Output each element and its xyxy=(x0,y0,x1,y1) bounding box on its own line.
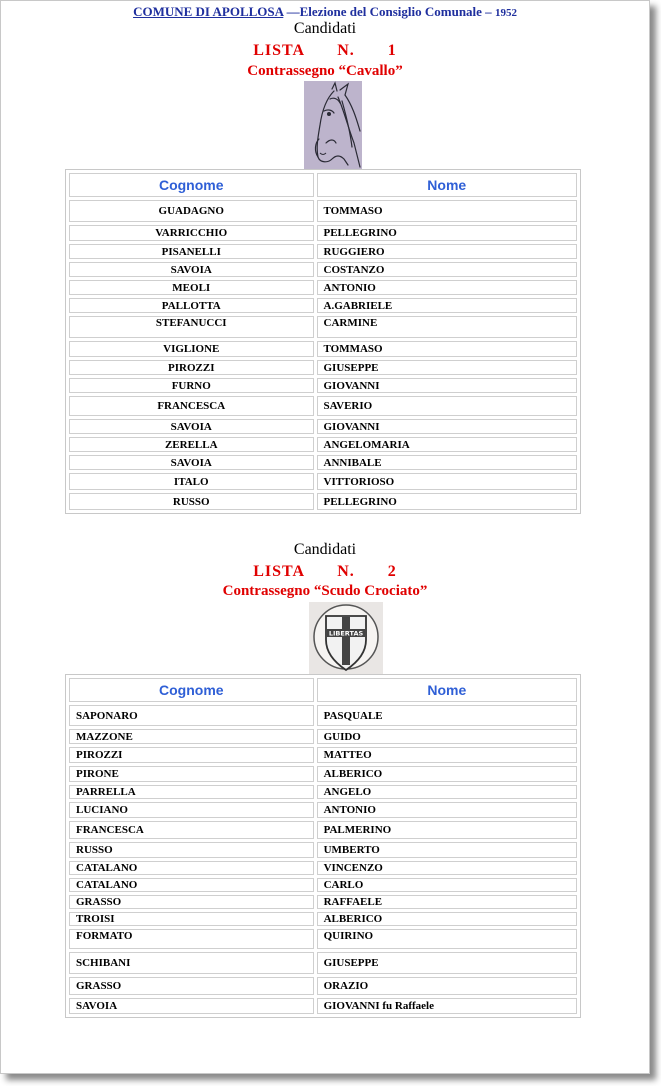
table-row xyxy=(69,437,577,452)
table-row xyxy=(69,861,577,875)
nome-cell: ANTONIO xyxy=(317,280,578,295)
table-row xyxy=(69,705,577,726)
nome-cell: UMBERTO xyxy=(317,842,577,858)
cognome-cell: RUSSO xyxy=(69,493,314,510)
nome-cell: MATTEO xyxy=(317,747,577,763)
nome-cell: PELLEGRINO xyxy=(317,493,578,510)
cognome-cell: FURNO xyxy=(69,378,314,393)
cognome-cell: PIROZZI xyxy=(69,360,314,375)
nome-cell: CARMINE xyxy=(317,316,578,338)
nome-cell: ANGELOMARIA xyxy=(317,437,578,452)
nome-cell: CARLO xyxy=(317,878,577,892)
cognome-cell: SCHIBANI xyxy=(69,952,314,974)
table-row xyxy=(69,200,577,222)
election-title: —Elezione del Consiglio Comunale – xyxy=(283,4,495,19)
cognome-cell: PIRONE xyxy=(69,766,314,782)
cognome-cell: PARRELLA xyxy=(69,785,314,799)
cognome-cell: SAVOIA xyxy=(69,262,314,277)
cognome-cell: FORMATO xyxy=(69,929,314,949)
horse-head-icon xyxy=(304,81,362,169)
table-row xyxy=(69,929,577,949)
cognome-cell: ITALO xyxy=(69,473,314,490)
nome-cell: RUGGIERO xyxy=(317,244,578,259)
table-row xyxy=(69,280,577,295)
table-row xyxy=(69,493,577,510)
lista-1-title: LISTA N. 1 xyxy=(253,42,397,59)
table-row xyxy=(69,977,577,995)
nome-cell: SAVERIO xyxy=(317,396,578,416)
cognome-cell: PIROZZI xyxy=(69,747,314,763)
nome-cell: GUIDO xyxy=(317,729,577,744)
cognome-cell: SAVOIA xyxy=(69,455,314,470)
cognome-cell: CATALANO xyxy=(69,861,314,875)
candidates-heading-2: Candidati xyxy=(293,541,357,558)
cognome-cell: MAZZONE xyxy=(69,729,314,744)
cognome-cell: SAVOIA xyxy=(69,419,314,434)
cognome-cell: FRANCESCA xyxy=(69,396,314,416)
column-header-nome: Nome xyxy=(317,173,578,197)
table-row xyxy=(69,821,577,839)
cognome-cell: SAPONARO xyxy=(69,705,314,726)
lista-1-contrassegno: Contrassegno “Cavallo” xyxy=(247,63,403,79)
table-row xyxy=(69,244,577,259)
cognome-cell: VIGLIONE xyxy=(69,341,314,357)
cognome-cell: GUADAGNO xyxy=(69,200,314,222)
cognome-cell: PALLOTTA xyxy=(69,298,314,313)
table-row xyxy=(69,766,577,782)
candidates-table-2 xyxy=(65,674,581,1018)
column-header-cognome: Cognome xyxy=(69,678,314,702)
table-row xyxy=(69,455,577,470)
table-row xyxy=(69,998,577,1014)
nome-cell: RAFFAELE xyxy=(317,895,577,909)
nome-cell: VITTORIOSO xyxy=(317,473,578,490)
table-row xyxy=(69,225,577,241)
nome-cell: QUIRINO xyxy=(317,929,577,949)
scudo-crociato-icon xyxy=(309,602,383,674)
nome-cell: ALBERICO xyxy=(317,766,577,782)
table-row xyxy=(69,262,577,277)
table-row xyxy=(69,912,577,926)
nome-cell: PALMERINO xyxy=(317,821,577,839)
candidates-table-1 xyxy=(65,169,581,514)
election-year: 1952 xyxy=(494,7,517,19)
table-row xyxy=(69,378,577,393)
table-row xyxy=(69,878,577,892)
cognome-cell: GRASSO xyxy=(69,895,314,909)
nome-cell: GIOVANNI xyxy=(317,378,578,393)
column-header-nome: Nome xyxy=(317,678,577,702)
cognome-cell: VARRICCHIO xyxy=(69,225,314,241)
nome-cell: ANTONIO xyxy=(317,802,577,818)
cognome-cell: RUSSO xyxy=(69,842,314,858)
table-row xyxy=(69,396,577,416)
table-row xyxy=(69,316,577,338)
nome-cell: ALBERICO xyxy=(317,912,577,926)
cognome-cell: FRANCESCA xyxy=(69,821,314,839)
table-row xyxy=(69,298,577,313)
nome-cell: GIOVANNI xyxy=(317,419,578,434)
libertas-text: LIBERTAS xyxy=(328,629,364,638)
nome-cell: PELLEGRINO xyxy=(317,225,578,241)
nome-cell: GIUSEPPE xyxy=(317,952,577,974)
nome-cell: ANNIBALE xyxy=(317,455,578,470)
table-row xyxy=(69,785,577,799)
nome-cell: TOMMASO xyxy=(317,341,578,357)
cognome-cell: PISANELLI xyxy=(69,244,314,259)
cognome-cell: TROISI xyxy=(69,912,314,926)
nome-cell: GIUSEPPE xyxy=(317,360,578,375)
candidates-heading-1: Candidati xyxy=(293,20,357,37)
table-row xyxy=(69,952,577,974)
column-header-cognome: Cognome xyxy=(69,173,314,197)
cognome-cell: CATALANO xyxy=(69,878,314,892)
table-row xyxy=(69,729,577,744)
table-row xyxy=(69,747,577,763)
table-row xyxy=(69,895,577,909)
cognome-cell: STEFANUCCI xyxy=(69,316,314,338)
nome-cell: VINCENZO xyxy=(317,861,577,875)
nome-cell: ORAZIO xyxy=(317,977,577,995)
cognome-cell: ZERELLA xyxy=(69,437,314,452)
comune-name: COMUNE DI APOLLOSA xyxy=(133,4,284,19)
table-row xyxy=(69,802,577,818)
nome-cell: PASQUALE xyxy=(317,705,577,726)
lista-2-contrassegno: Contrassegno “Scudo Crociato” xyxy=(222,583,428,599)
table-row xyxy=(69,360,577,375)
nome-cell: TOMMASO xyxy=(317,200,578,222)
cognome-cell: LUCIANO xyxy=(69,802,314,818)
nome-cell: GIOVANNI fu Raffaele xyxy=(317,998,577,1014)
cognome-cell: MEOLI xyxy=(69,280,314,295)
lista-2-title: LISTA N. 2 xyxy=(253,563,397,580)
table-row xyxy=(69,842,577,858)
table-row xyxy=(69,341,577,357)
cognome-cell: GRASSO xyxy=(69,977,314,995)
nome-cell: ANGELO xyxy=(317,785,577,799)
table-row xyxy=(69,419,577,434)
nome-cell: COSTANZO xyxy=(317,262,578,277)
table-row xyxy=(69,473,577,490)
nome-cell: A.GABRIELE xyxy=(317,298,578,313)
cognome-cell: SAVOIA xyxy=(69,998,314,1014)
page-header xyxy=(1,4,649,20)
